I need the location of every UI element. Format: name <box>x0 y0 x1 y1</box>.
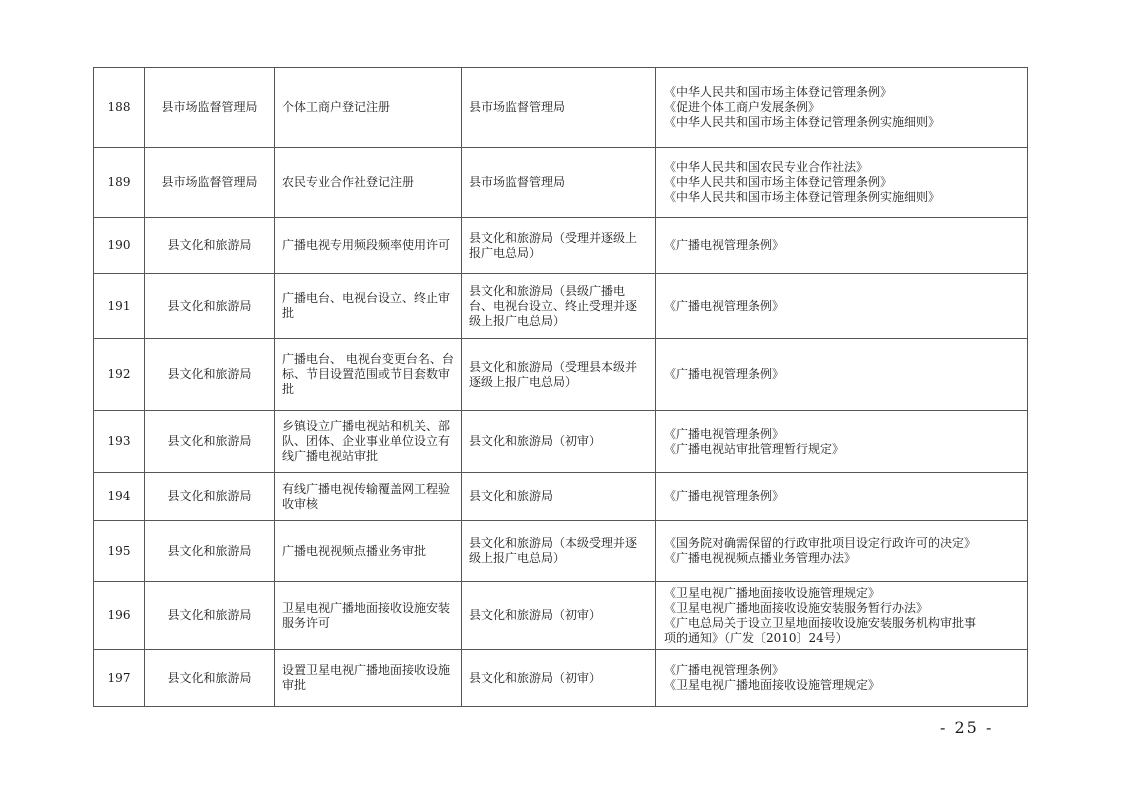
implementing-authority <box>462 148 656 218</box>
basis-line: 项的通知》（广发〔2010〕24号） <box>664 630 848 645</box>
implementing-authority <box>462 411 656 473</box>
table-row <box>94 473 1028 521</box>
basis-line: 《广播电视管理条例》 <box>664 298 785 313</box>
item-number: 197 <box>94 650 145 707</box>
item-name-text: 广播电台、 电视台变更台名、台标、节目设置范围或节目套数审批 <box>282 352 454 396</box>
basis-line: 《广播电视管理条例》 <box>664 238 785 252</box>
department: 县文化和旅游局 <box>145 274 275 339</box>
authority-text: 县文化和旅游局（受理县本级并逐级上报广电总局） <box>469 359 638 389</box>
item-name <box>275 650 462 707</box>
item-number: 195 <box>94 521 145 582</box>
authority-text: 县市场监督管理局 <box>469 175 566 189</box>
table-row <box>94 411 1028 473</box>
item-number: 196 <box>94 582 145 650</box>
authority-text: 县文化和旅游局（本级受理并逐级上报广电总局） <box>469 536 638 565</box>
item-number: 191 <box>94 274 145 339</box>
item-name-text: 乡镇设立广播电视站和机关、部队、团体、企业事业单位设立有线广播电视站审批 <box>282 419 451 463</box>
basis-line: 《广播电视管理条例》 <box>664 426 785 441</box>
item-name-text: 有线广播电视传输覆盖网工程验收审核 <box>282 481 451 511</box>
legal-basis <box>656 274 1028 339</box>
department: 县文化和旅游局 <box>145 218 275 274</box>
legal-basis <box>656 339 1028 411</box>
item-name <box>275 473 462 521</box>
item-name-text: 广播电台、电视台设立、终止审批 <box>282 291 451 320</box>
authority-text: 县文化和旅游局（县级广播电台、电视台设立、终止受理并逐级上报广电总局） <box>469 283 638 328</box>
department: 县文化和旅游局 <box>145 650 275 707</box>
department: 县文化和旅游局 <box>145 411 275 473</box>
authority-text: 县文化和旅游局（初审） <box>469 608 602 622</box>
item-name <box>275 582 462 650</box>
table-row <box>94 650 1028 707</box>
item-name-text: 广播电视专用频段频率使用许可 <box>282 238 451 252</box>
legal-basis <box>656 218 1028 274</box>
legal-basis <box>656 411 1028 473</box>
implementing-authority <box>462 274 656 339</box>
table-row <box>94 148 1028 218</box>
basis-line: 《广播电视站审批管理暂行规定》 <box>664 441 845 456</box>
implementing-authority <box>462 339 656 411</box>
basis-line: 《中华人民共和国农民专业合作社法》 <box>664 160 869 174</box>
authority-text: 县市场监督管理局 <box>469 100 566 114</box>
authority-text: 县文化和旅游局（初审） <box>469 434 602 448</box>
basis-line: 《卫星电视广播地面接收设施安装服务暂行办法》 <box>664 600 929 615</box>
basis-line: 《中华人民共和国市场主体登记管理条例实施细则》 <box>664 190 941 204</box>
department: 县文化和旅游局 <box>145 473 275 521</box>
item-name <box>275 218 462 274</box>
item-name <box>275 411 462 473</box>
table-row <box>94 521 1028 582</box>
department: 县文化和旅游局 <box>145 339 275 411</box>
item-number: 190 <box>94 218 145 274</box>
table-row <box>94 582 1028 650</box>
basis-line: 《卫星电视广播地面接收设施管理规定》 <box>664 585 881 600</box>
table-row <box>94 339 1028 411</box>
authority-text: 县文化和旅游局（受理并逐级上报广电总局） <box>469 230 638 260</box>
basis-line: 《卫星电视广播地面接收设施管理规定》 <box>664 678 881 692</box>
implementing-authority <box>462 582 656 650</box>
basis-line: 《中华人民共和国市场主体登记管理条例》 <box>664 85 893 99</box>
department: 县文化和旅游局 <box>145 582 275 650</box>
legal-basis <box>656 148 1028 218</box>
implementing-authority <box>462 473 656 521</box>
approval-items-table <box>93 67 1028 707</box>
item-number: 192 <box>94 339 145 411</box>
basis-line: 《广电总局关于设立卫星地面接收设施安装服务机构审批事 <box>664 615 977 630</box>
basis-line: 《促进个体工商户发展条例》 <box>664 100 821 114</box>
item-name-text: 广播电视视频点播业务审批 <box>282 543 427 558</box>
table-row <box>94 68 1028 148</box>
basis-line: 《国务院对确需保留的行政审批项目设定行政许可的决定》 <box>664 536 977 550</box>
basis-line: 《广播电视管理条例》 <box>664 663 785 677</box>
item-number: 189 <box>94 148 145 218</box>
department: 县市场监督管理局 <box>145 68 275 148</box>
department: 县市场监督管理局 <box>145 148 275 218</box>
table-row <box>94 274 1028 339</box>
basis-line: 《广播电视管理条例》 <box>664 489 785 503</box>
item-name-text: 设置卫星电视广播地面接收设施审批 <box>282 663 451 692</box>
basis-line: 《中华人民共和国市场主体登记管理条例实施细则》 <box>664 115 941 129</box>
legal-basis <box>656 582 1028 650</box>
item-name <box>275 148 462 218</box>
legal-basis <box>656 650 1028 707</box>
legal-basis <box>656 68 1028 148</box>
basis-line: 《广播电视视频点播业务管理办法》 <box>664 551 857 565</box>
implementing-authority <box>462 521 656 582</box>
legal-basis <box>656 473 1028 521</box>
page-number: - 25 - <box>940 718 994 737</box>
item-name <box>275 339 462 411</box>
item-name <box>275 68 462 148</box>
authority-text: 县文化和旅游局（初审） <box>469 670 602 685</box>
item-name <box>275 521 462 582</box>
basis-line: 《中华人民共和国市场主体登记管理条例》 <box>664 175 893 189</box>
implementing-authority <box>462 68 656 148</box>
item-number: 193 <box>94 411 145 473</box>
item-number: 194 <box>94 473 145 521</box>
implementing-authority <box>462 650 656 707</box>
item-number: 188 <box>94 68 145 148</box>
implementing-authority <box>462 218 656 274</box>
department: 县文化和旅游局 <box>145 521 275 582</box>
item-name <box>275 274 462 339</box>
legal-basis <box>656 521 1028 582</box>
item-name-text: 农民专业合作社登记注册 <box>282 175 415 189</box>
item-name-text: 卫星电视广播地面接收设施安装服务许可 <box>282 600 451 630</box>
authority-text: 县文化和旅游局 <box>469 489 554 503</box>
basis-line: 《广播电视管理条例》 <box>664 367 785 381</box>
table-row <box>94 218 1028 274</box>
item-name-text: 个体工商户登记注册 <box>282 100 391 114</box>
